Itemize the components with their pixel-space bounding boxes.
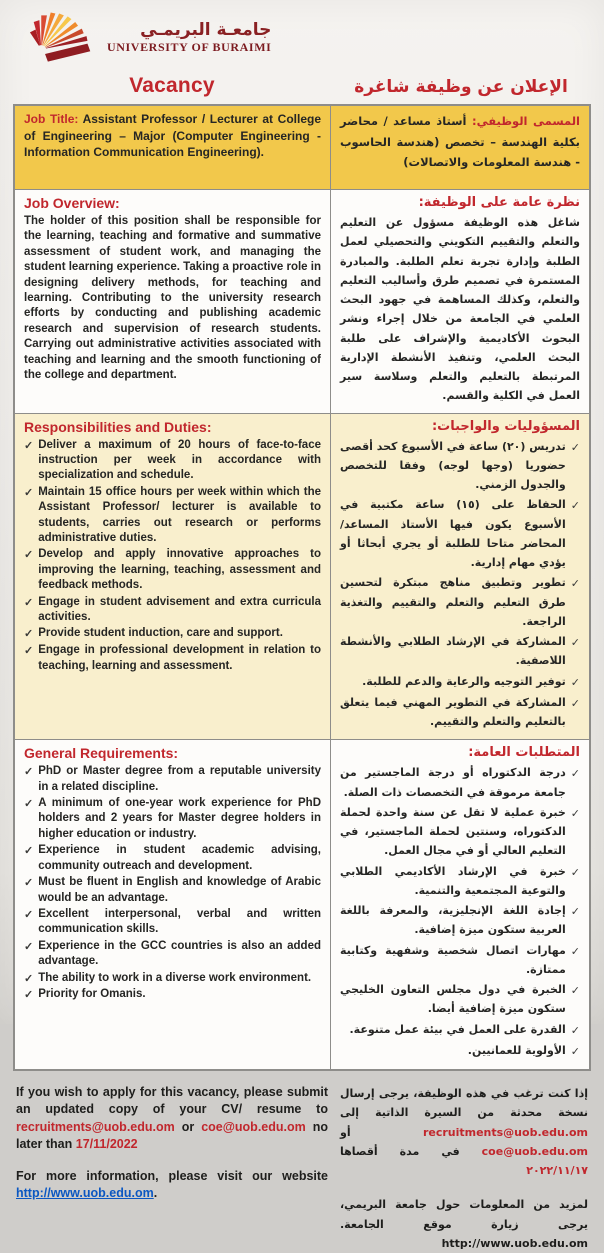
responsibilities-list-arabic [340,437,580,732]
responsibility-item [24,547,321,593]
requirement-item [24,971,321,987]
responsibility-item [340,632,580,671]
check-icon: ✓ [24,908,34,921]
check-icon: ✓ [570,1023,580,1037]
check-icon: ✓ [570,636,580,649]
responsibility-item [340,573,580,631]
responsibility-item-text: توفير التوجيه والرعاية والدعم للطلبة. [362,674,566,688]
check-icon: ✓ [24,628,34,641]
responsibility-item-text: الحفاظ على (١٥) ساعة مكتبية في الأسبوع يكون فيها الأستاذ المساعد/ المحاضر متاحا للطلبة أو يجري أبحاثا أو يؤدي مهام إدارية. [340,498,566,569]
check-icon: ✓ [570,767,580,781]
requirement-item-text: الأولوية للعمانيين. [467,1043,566,1057]
info-text: لمزيد من المعلومات حول جامعة البريمي، يرجى زيارة موقع الجامعة. [340,1198,588,1231]
responsibility-item [340,672,580,692]
responsibility-item-text: Engage in professional development in relation to teaching, learning and assessment. [38,644,321,672]
requirement-item-text: PhD or Master degree from a reputable university in a related discipline. [38,765,321,793]
requirement-item [24,764,321,795]
job-overview-body-arabic: شاغل هذه الوظيفة مسؤول عن التعليم والتعلم والتقييم التكويني والتحصيلي لعمل الطلبة وإدارة تجربة تعلم الطلبة. والمبادرة المستمرة في تصميم طرق وأساليب التعليم والتعلم، وكذلك المساهمة في جهود البحث العلمي في الجامعة من خلال إجراء ونشر البحوث الأكاديمية والإشراف على طلبة البحث العلمي، وتنفيذ الأنشطة الإدارية المرتبطة بالتعليم والتعلم وسلاسة سير العمل في الكلية والقسم. [340,216,580,403]
vacancy-title-english: Vacancy [129,74,215,97]
coe-email-link[interactable]: coe@uob.edu.om [481,1144,588,1158]
check-icon: ✓ [570,577,580,591]
job-overview-heading-arabic: نظرة عامة على الوظيفة: [418,195,580,210]
responsibility-item-text: المشاركة في التطوير المهني فيما يتعلق بالتعليم والتعلم والتقييم. [340,695,566,728]
requirement-item-text: الخبرة في دول مجلس التعاون الخليجي ستكون ميزة إضافية أيضا. [340,983,566,1016]
responsibility-item [340,495,580,572]
responsibility-item-text: المشاركة في الإرشاد الطلابي والأنشطة اللاصفية. [340,635,566,668]
requirement-item-text: Must be fluent in English and knowledge of Arabic would be an advantage. [38,876,321,904]
responsibility-item [24,643,321,674]
requirement-item [340,862,580,901]
requirement-item-text: A minimum of one-year work experience for PhD holders and 2 years for Master degree holders in higher education or industry. [38,797,321,840]
job-title-label-arabic: المسمى الوظيفي: [471,114,580,128]
university-name [107,21,271,54]
check-icon: ✓ [24,486,34,499]
check-icon: ✓ [24,877,34,890]
more-info-english [16,1168,328,1203]
responsibilities-cell-arabic [331,414,589,740]
check-icon: ✓ [24,549,34,562]
check-icon: ✓ [24,766,34,779]
requirement-item [24,796,321,842]
requirement-item-text: Priority for Omanis. [38,988,146,1001]
responsibility-item-text: Deliver a maximum of 20 hours of face-to-face instruction per week in accordance with specialization and schedule. [38,438,321,482]
job-title-label-english: Job Title: [24,112,79,126]
check-icon: ✓ [570,944,580,958]
job-overview-row [15,190,589,414]
info-text: . [153,1186,158,1201]
requirement-item-text: Experience in the GCC countries is also an added advantage. [38,939,321,968]
responsibility-item-text: Develop and apply innovative approaches to improving the learning, teaching, assessment and feedback methods. [38,548,321,592]
job-title-cell-arabic [331,106,589,189]
job-overview-cell-arabic [331,190,589,413]
job-title-text-english [24,111,321,161]
requirements-row [15,740,589,1069]
job-overview-body-english: The holder of this position shall be responsible for the learning, teaching and formative and summative assessment of student work, and managing the student learning experience. Taking a proactive role in designing delivery methods, for teaching and learning. Contributing to the university research efforts by conducting and publishing academic research and supervision of research students. Carrying out administrative activities associated with teaching and learning and the smooth functioning of the college and department. [24,215,321,382]
job-title-value-english: Assistant Professor / Lecturer at College of Engineering – Major (Computer Engineering - Information Communication Engineering). [24,112,321,160]
requirement-item [24,875,321,906]
requirement-item-text: خبرة في الإرشاد الأكاديمي الطلابي والتوعية المجتمعية والتنمية. [340,864,566,897]
requirement-item-text: Experience in student academic advising, community outreach and development. [38,844,321,872]
apply-text: أو [340,1125,423,1139]
check-icon: ✓ [570,675,580,689]
info-text: For more information, please visit our website [16,1169,328,1183]
recruitments-email-link[interactable]: recruitments@uob.edu.om [16,1119,175,1134]
requirement-item-text: Excellent interpersonal, verbal and written communication skills. [38,907,321,936]
responsibility-item-text: Provide student induction, care and support. [38,627,283,640]
check-icon: ✓ [570,984,580,997]
apply-text: If you wish to apply for this vacancy, please submit an updated copy of your CV/ resume to [16,1085,328,1117]
university-name-english: UNIVERSITY OF BURAIMI [107,39,272,54]
check-icon: ✓ [570,1044,580,1058]
more-info-arabic [340,1195,588,1253]
apply-text: إذا كنت ترغب في هذه الوظيفة، يرجى إرسال نسخة محدثة من السيرة الذاتية إلى [340,1087,588,1120]
responsibilities-heading-arabic: المسؤوليات والواجبات: [431,418,580,434]
check-icon: ✓ [24,845,34,858]
check-icon: ✓ [24,596,34,609]
requirement-item [24,843,321,874]
requirement-item-text: The ability to work in a diverse work environment. [38,971,312,984]
responsibility-item-text: تدريس (٢٠) ساعة في الأسبوع كحد أقصى حضوريا (وجها لوجه) وفقا للتخصص والجدول الزمني. [340,439,566,491]
job-overview-cell-english [15,190,331,413]
job-title-text-arabic [340,111,580,173]
application-footer [13,1084,591,1253]
job-title-cell-english [15,106,331,189]
requirements-list-arabic [340,763,580,1061]
responsibility-item [24,595,321,626]
university-website-link[interactable]: http://www.uob.edu.om [16,1186,154,1201]
requirements-cell-english [15,740,331,1069]
responsibility-item-text: Maintain 15 office hours per week within which the Assistant Professor/ lecturer is available to students, carries out research or performs administrative duties. [38,485,321,544]
job-overview-heading-english: Job Overview: [24,195,120,211]
coe-email-link[interactable]: coe@uob.edu.om [201,1119,306,1134]
university-header [13,10,591,66]
requirement-item [340,763,580,802]
deadline-date: 17/11/2022 [75,1136,138,1151]
check-icon: ✓ [570,905,580,918]
responsibilities-row [15,414,589,741]
requirement-item [24,907,321,938]
responsibility-item [340,693,580,732]
requirements-cell-arabic [331,740,589,1069]
check-icon: ✓ [24,940,34,953]
university-website-link[interactable]: http://www.uob.edu.om [441,1236,588,1250]
check-icon: ✓ [24,798,34,811]
apply-text: or [174,1119,202,1134]
vacancy-table [13,104,591,1071]
responsibility-item [24,438,321,484]
requirement-item-text: درجة الدكتوراه أو درجة الماجستير من جامعة مرموقة في التخصصات ذات الصلة. [340,766,566,799]
requirement-item [24,939,321,970]
check-icon: ✓ [24,439,34,452]
requirement-item [340,1041,580,1061]
requirement-item-text: القدرة على العمل في بيئة عمل متنوعة. [349,1022,566,1036]
requirement-item [340,901,580,940]
check-icon: ✓ [570,696,580,710]
recruitments-email-link[interactable]: recruitments@uob.edu.om [422,1125,588,1139]
job-title-value-arabic: أستاذ مساعد / محاضر بكلية الهندسة – تخصص (هندسة الحاسوب - هندسة المعلومات والاتصالات) [340,114,580,170]
responsibility-item-text: Engage in student advisement and extra curricula activities. [38,595,321,623]
requirements-heading-english: General Requirements: [24,745,179,762]
apply-instructions-english [16,1084,328,1153]
requirement-item [24,987,321,1003]
check-icon: ✓ [570,806,580,820]
requirement-item [340,980,580,1019]
responsibility-item [24,485,321,547]
responsibility-item [340,437,580,495]
job-title-row [15,106,589,190]
responsibilities-list-english [24,438,321,674]
check-icon: ✓ [570,865,580,879]
requirements-list-english [24,764,321,1003]
check-icon: ✓ [24,989,34,1002]
university-sunburst-logo-icon [29,11,95,65]
responsibilities-cell-english [15,414,331,740]
requirement-item [340,1020,580,1040]
requirement-item [340,941,580,980]
responsibility-item-text: تطوير وتطبيق مناهج مبتكرة لتحسين طرق التعليم والتعلم والتقييم والتغذية الراجعة. [340,576,566,628]
requirement-item-text: خبرة عملية لا تقل عن سنة واحدة لحملة الدكتوراه، وسنتين لحملة الماجستير، في التعليم العالي أو في مجال العمل. [340,805,566,858]
check-icon: ✓ [24,645,34,658]
requirement-item [340,803,580,861]
responsibilities-heading-english: Responsibilities and Duties: [24,418,212,435]
footer-arabic [340,1084,588,1253]
check-icon: ✓ [24,972,34,985]
check-icon: ✓ [570,499,580,513]
university-name-arabic: جامعـة البريمـي [140,20,272,41]
requirement-item-text: مهارات اتصال شخصية وشفهية وكتابية ممتازة. [340,943,566,976]
apply-text: no later than [16,1119,328,1151]
requirement-item-text: إجادة اللغة الإنجليزية، والمعرفة باللغة العربية ستكون ميزة إضافية. [340,904,566,937]
deadline-date: ٢٠٢٢/١١/١٧ [526,1164,588,1177]
apply-text: في مدة أقصاها [340,1144,482,1158]
page-titles [13,74,591,98]
check-icon: ✓ [570,440,580,454]
footer-english [16,1084,328,1253]
vacancy-title-arabic: الإعلان عن وظيفة شاغرة [354,77,568,97]
apply-instructions-arabic [340,1084,588,1180]
responsibility-item [24,626,321,642]
requirements-heading-arabic: المتطلبات العامة: [468,745,580,761]
